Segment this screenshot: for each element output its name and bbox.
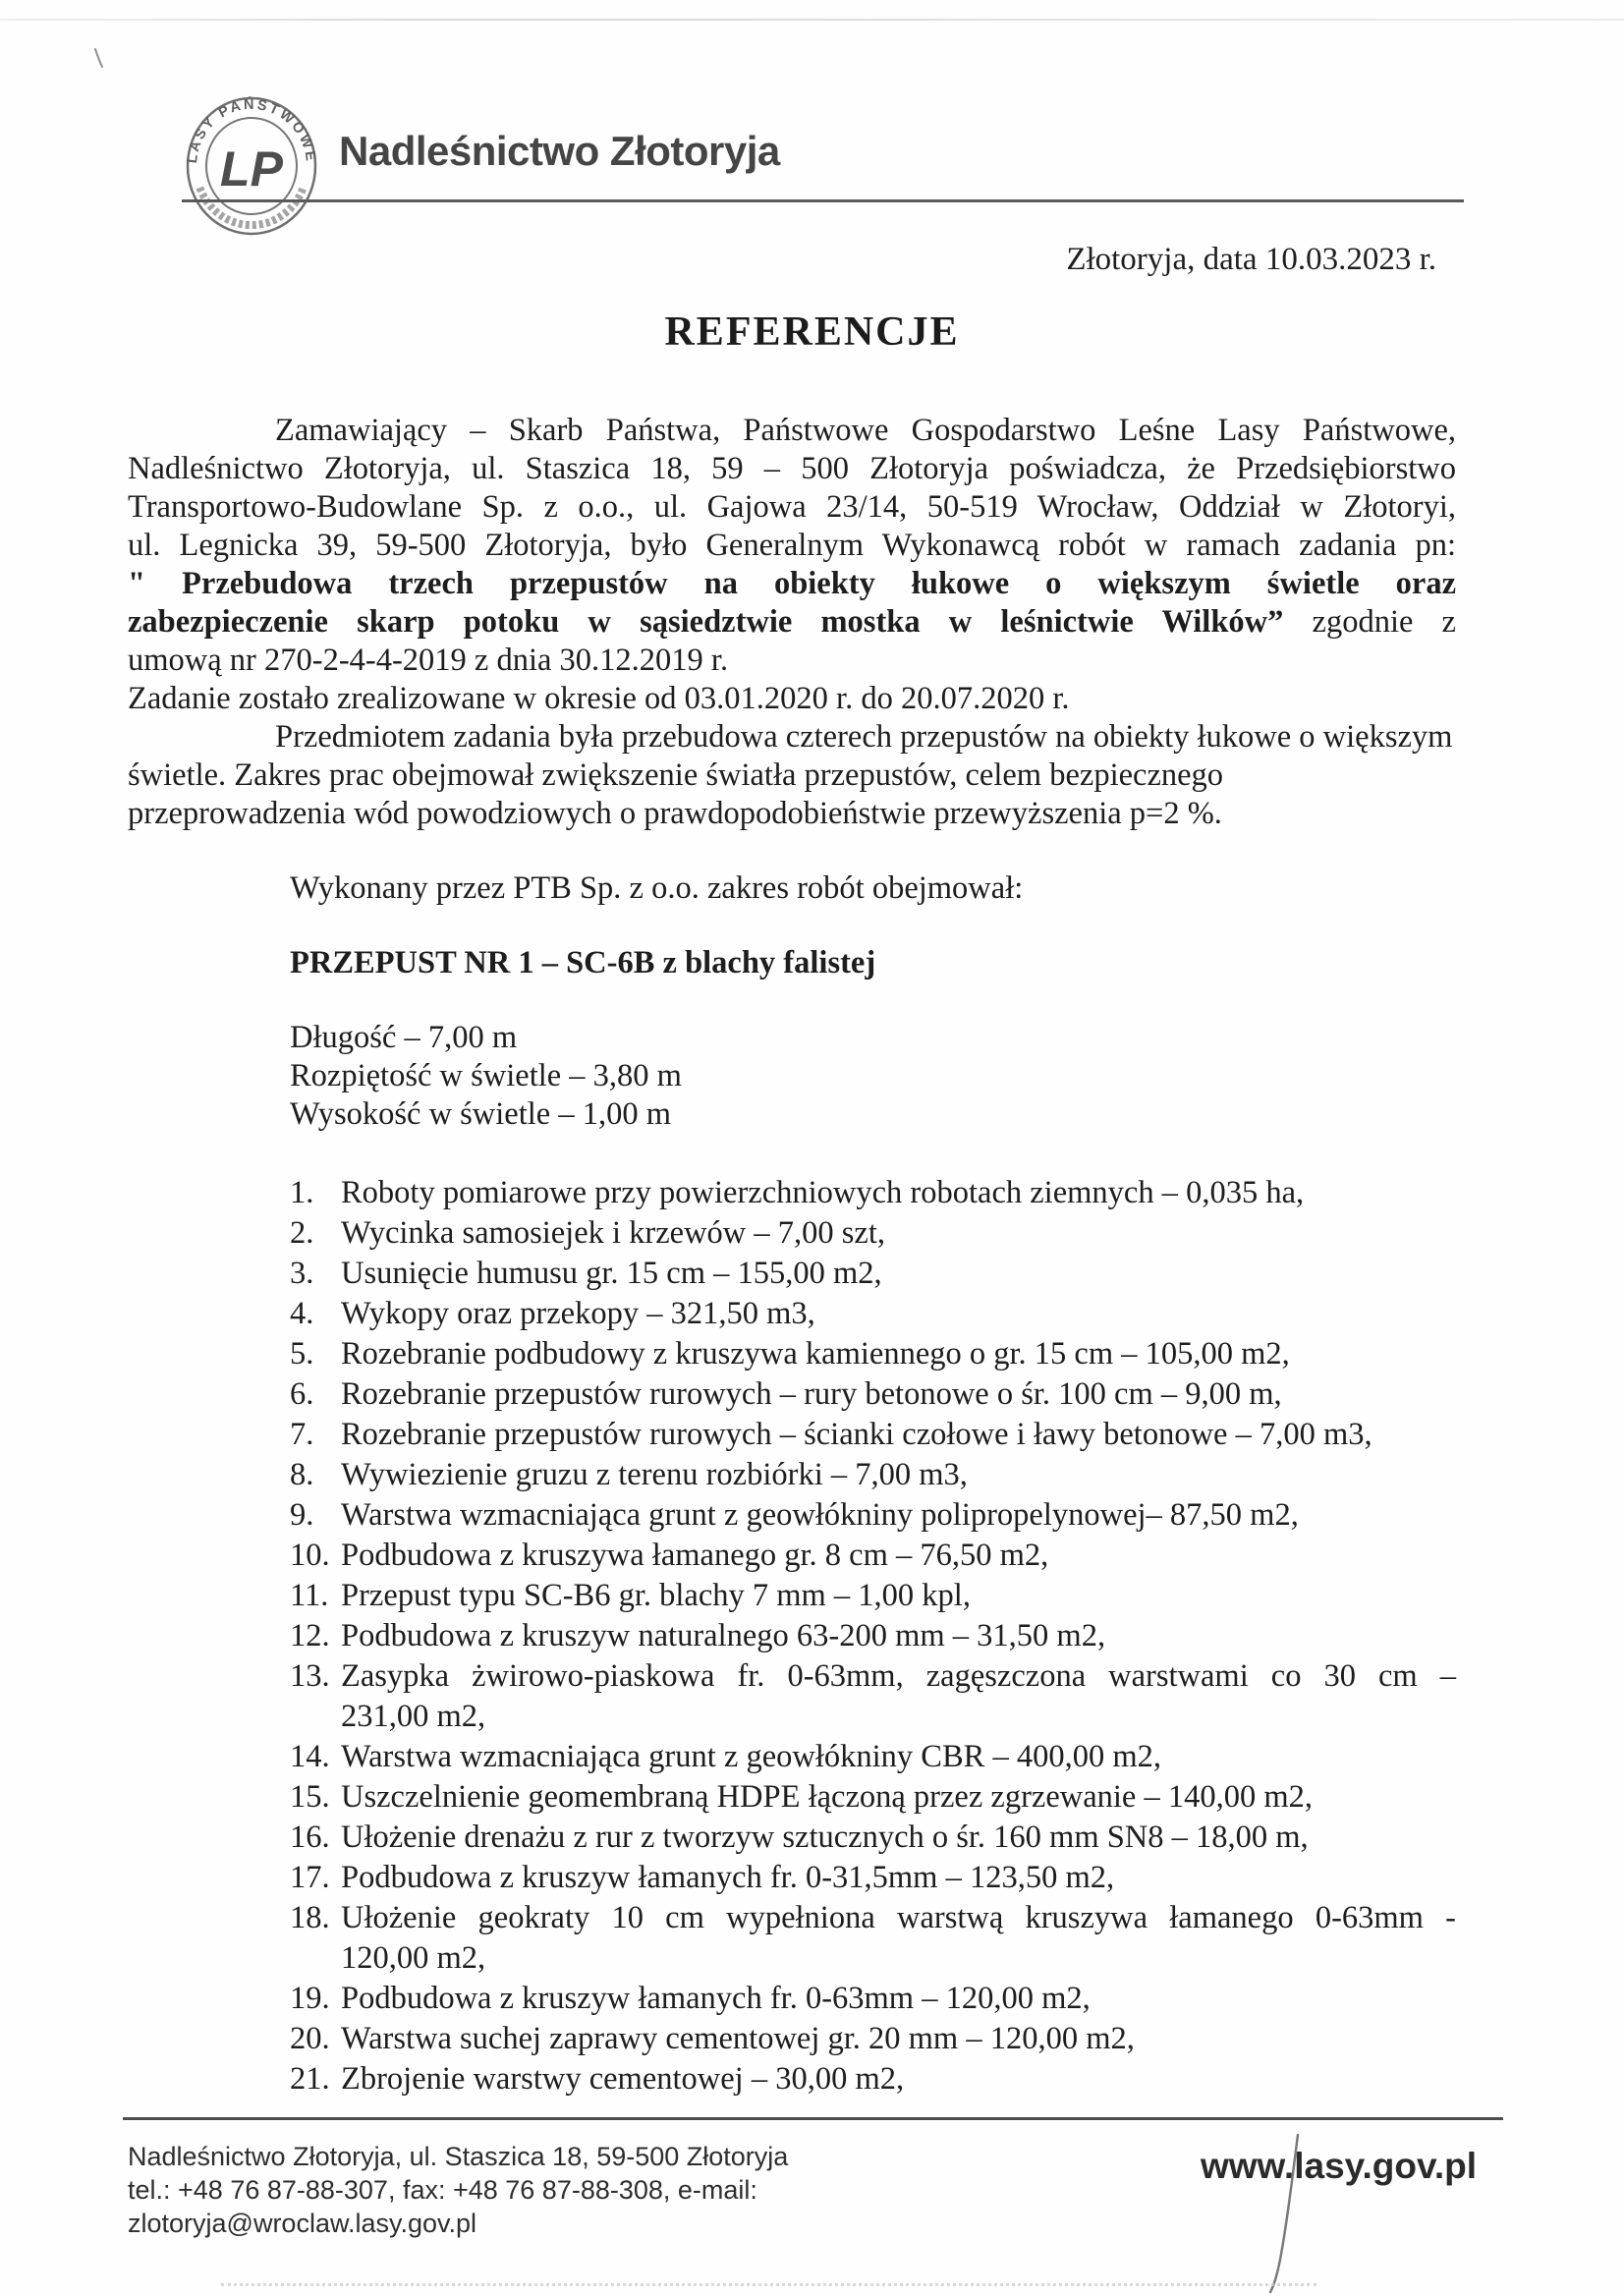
work-item-text (341, 1737, 1456, 1777)
work-item-line: Ułożenie drenażu z rur z tworzyw sztucznych o śr. 160 mm SN8 – 18,00 m, (341, 1820, 1309, 1855)
work-item-number: 12. (290, 1618, 330, 1653)
intro-line-segment: Zamawiający – Skarb Państwa, Państwowe Gospodarstwo Leśne Lasy Państwowe, (275, 413, 1456, 448)
work-item-line: Podbudowa z kruszywa łamanego gr. 8 cm – 76,50 m2, (341, 1538, 1049, 1573)
work-item-line: Wykopy oraz przekopy – 321,50 m3, (341, 1296, 815, 1331)
work-item-line: Wycinka samosiejek i krzewów – 7,00 szt, (341, 1215, 886, 1251)
work-item-number: 19. (290, 1981, 330, 2016)
work-item (290, 1979, 1456, 2019)
work-item (290, 1213, 1456, 1254)
work-item-text (341, 1616, 1456, 1656)
section-heading: PRZEPUST NR 1 – SC-6B z blachy falistej (290, 945, 876, 980)
work-item-text (341, 1254, 1456, 1294)
work-item-text (341, 1173, 1456, 1213)
header-rule (182, 199, 1464, 202)
work-item-text (341, 1536, 1456, 1576)
work-item-text (341, 1858, 1456, 1898)
work-item (290, 1254, 1456, 1294)
work-item-line: Warstwa wzmacniająca grunt z geowłókniny polipropelynowej– 87,50 m2, (341, 1497, 1299, 1533)
work-item (290, 1334, 1456, 1374)
intro-line (128, 565, 1456, 603)
work-item-number: 5. (290, 1336, 314, 1372)
footer-contact: tel.: +48 76 87-88-307, fax: +48 76 87-88-308, e-mail: zlotoryja@wroclaw.lasy.gov.pl (128, 2175, 757, 2238)
date-line: Złotoryja, data 10.03.2023 r. (1066, 242, 1436, 277)
work-item-text (341, 1818, 1456, 1858)
work-item-line: 120,00 m2, (341, 1940, 486, 1976)
work-item-text (341, 1495, 1456, 1536)
work-item-number: 17. (290, 1860, 330, 1895)
work-item-number: 6. (290, 1376, 314, 1412)
work-item-text (341, 1294, 1456, 1334)
work-item-text (341, 2059, 1456, 2100)
work-item-number: 14. (290, 1739, 330, 1774)
intro-line-segment: świetle. Zakres prac obejmował zwiększenie światła przepustów, celem bezpiecznego (128, 757, 1224, 793)
work-item (290, 2019, 1456, 2059)
work-item-line: Rozebranie przepustów rurowych – rury betonowe o śr. 100 cm – 9,00 m, (341, 1376, 1282, 1412)
intro-line (128, 412, 1456, 450)
footer-text (128, 2140, 1110, 2240)
work-item-number: 16. (290, 1820, 330, 1855)
bottom-scan-line (221, 2283, 1316, 2286)
work-item (290, 1818, 1456, 1858)
work-item (290, 1415, 1456, 1455)
work-item-number: 21. (290, 2061, 330, 2097)
pen-mark-top-left (95, 49, 102, 67)
intro-line-segment: umową nr 270-2-4-4-2019 z dnia 30.12.2019 r. (128, 643, 729, 678)
intro-line-segment: Nadleśnictwo Złotoryja, ul. Staszica 18, 59 – 500 Złotoryja poświadcza, że Przedsiębiorstwo (128, 451, 1456, 486)
work-item-text (341, 1415, 1456, 1455)
work-item-number: 11. (290, 1578, 329, 1613)
intro-line (128, 488, 1456, 527)
spec-line: Wysokość w świetle – 1,00 m (290, 1096, 672, 1132)
spec-line: Rozpiętość w świetle – 3,80 m (290, 1058, 682, 1093)
work-item-text (341, 1979, 1456, 2019)
work-item-number: 13. (290, 1658, 330, 1694)
work-item-number: 4. (290, 1296, 314, 1331)
work-item-line: Uszczelnienie geomembraną HDPE łączoną przez zgrzewanie – 140,00 m2, (341, 1779, 1314, 1815)
work-item-number: 18. (290, 1900, 330, 1935)
work-item-line: Wywiezienie gruzu z terenu rozbiórki – 7,00 m3, (341, 1457, 968, 1492)
intro-line (128, 680, 1456, 718)
work-item-line: Rozebranie przepustów rurowych – ścianki czołowe i ławy betonowe – 7,00 m3, (341, 1417, 1372, 1452)
work-item-line: Usunięcie humusu gr. 15 cm – 155,00 m2, (341, 1256, 882, 1291)
work-item-line: Rozebranie podbudowy z kruszywa kamiennego o gr. 15 cm – 105,00 m2, (341, 1336, 1290, 1372)
work-item (290, 1858, 1456, 1898)
work-item-line: Zbrojenie warstwy cementowej – 30,00 m2, (341, 2061, 905, 2097)
intro-line-segment: zgodnie z (1283, 604, 1456, 640)
intro-line (128, 795, 1456, 833)
work-item-number: 7. (290, 1417, 314, 1452)
work-item-number: 1. (290, 1175, 314, 1210)
work-item-line: 231,00 m2, (341, 1699, 486, 1734)
intro-line (128, 527, 1456, 565)
footer-rule (123, 2117, 1503, 2120)
work-item (290, 1374, 1456, 1415)
work-item-text (341, 2019, 1456, 2059)
work-item-text (341, 1576, 1456, 1616)
work-item (290, 1737, 1456, 1777)
intro-line (128, 642, 1456, 680)
top-scan-line (0, 19, 1624, 21)
work-list (128, 1173, 1456, 2100)
work-item-number: 8. (290, 1457, 314, 1492)
work-item-line: Podbudowa z kruszyw łamanych fr. 0-63mm – 120,00 m2, (341, 1981, 1091, 2016)
work-item-text (341, 1213, 1456, 1254)
work-item (290, 1173, 1456, 1213)
work-item-number: 15. (290, 1779, 330, 1815)
intro-line-segment: Przedmiotem zadania była przebudowa czterech przepustów na obiekty łukowe o większym (275, 719, 1453, 755)
work-item-number: 3. (290, 1256, 314, 1291)
intro-line-segment: Transportowo-Budowlane Sp. z o.o., ul. Gajowa 23/14, 50-519 Wrocław, Oddział w Złotoryi, (128, 489, 1456, 525)
lasy-panstwowe-logo-icon (183, 94, 320, 238)
document-title: REFERENCJE (664, 309, 960, 355)
work-item-number: 20. (290, 2021, 330, 2056)
work-item (290, 1576, 1456, 1616)
work-item-text (341, 1777, 1456, 1818)
work-item-text (341, 1455, 1456, 1495)
intro-line-segment: przeprowadzenia wód powodziowych o prawdopodobieństwie przewyższenia p=2 %. (128, 796, 1222, 831)
work-item-line: Zasypka żwirowo-piaskowa fr. 0-63mm, zagęszczona warstwami co 30 cm – (341, 1658, 1456, 1694)
work-item-line: Warstwa wzmacniająca grunt z geowłókniny CBR – 400,00 m2, (341, 1739, 1161, 1774)
work-item-line: Ułożenie geokraty 10 cm wypełniona warstwą kruszywa łamanego 0-63mm - (341, 1900, 1456, 1935)
work-item-line: Podbudowa z kruszyw łamanych fr. 0-31,5mm – 123,50 m2, (341, 1860, 1115, 1895)
work-item-number: 9. (290, 1497, 314, 1533)
footer-address: Nadleśnictwo Złotoryja, ul. Staszica 18, 59-500 Złotoryja (128, 2142, 789, 2171)
work-item (290, 1294, 1456, 1334)
work-item-line: Przepust typu SC-B6 gr. blachy 7 mm – 1,00 kpl, (341, 1578, 971, 1613)
work-item-line: Roboty pomiarowe przy powierzchniowych robotach ziemnych – 0,035 ha, (341, 1175, 1305, 1210)
intro-line-bold-segment: " Przebudowa trzech przepustów na obiekty łukowe o większym świetle oraz (128, 566, 1456, 601)
scope-intro: Wykonany przez PTB Sp. z o.o. zakres robót obejmował: (290, 870, 1024, 906)
intro-line (128, 450, 1456, 488)
spec-line: Długość – 7,00 m (290, 1020, 518, 1055)
work-item-text (341, 1656, 1456, 1737)
footer-website: www.lasy.gov.pl (1201, 2146, 1477, 2186)
intro-line (128, 756, 1456, 795)
work-item (290, 2059, 1456, 2100)
spec-list (128, 1019, 1456, 1134)
work-item-text (341, 1374, 1456, 1415)
work-item (290, 1536, 1456, 1576)
work-item-line: Podbudowa z kruszyw naturalnego 63-200 mm – 31,50 m2, (341, 1618, 1106, 1653)
work-item-text (341, 1898, 1456, 1979)
intro-paragraph (128, 412, 1456, 833)
intro-line-segment: Zadanie zostało zrealizowane w okresie od 03.01.2020 r. do 20.07.2020 r. (128, 681, 1070, 716)
intro-line (128, 718, 1456, 756)
work-item-text (341, 1334, 1456, 1374)
document-body (128, 412, 1456, 2100)
work-item (290, 1777, 1456, 1818)
org-name: Nadleśnictwo Złotoryja (339, 128, 780, 174)
work-item (290, 1455, 1456, 1495)
work-item-line: Warstwa suchej zaprawy cementowej gr. 20 mm – 120,00 m2, (341, 2021, 1135, 2056)
work-item-number: 2. (290, 1215, 314, 1251)
logo-ring-text: LASY PAŃSTWOWE (184, 96, 319, 165)
intro-line-bold-segment: zabezpieczenie skarp potoku w sąsiedztwie mostka w leśnictwie Wilków” (128, 604, 1284, 640)
work-item (290, 1616, 1456, 1656)
intro-line-segment: ul. Legnicka 39, 59-500 Złotoryja, było Generalnym Wykonawcą robót w ramach zadania pn: (128, 528, 1456, 563)
work-item (290, 1656, 1456, 1737)
intro-line (128, 603, 1456, 642)
work-item (290, 1495, 1456, 1536)
work-item-number: 10. (290, 1538, 330, 1573)
work-item (290, 1898, 1456, 1979)
logo-monogram: LP (220, 141, 283, 196)
